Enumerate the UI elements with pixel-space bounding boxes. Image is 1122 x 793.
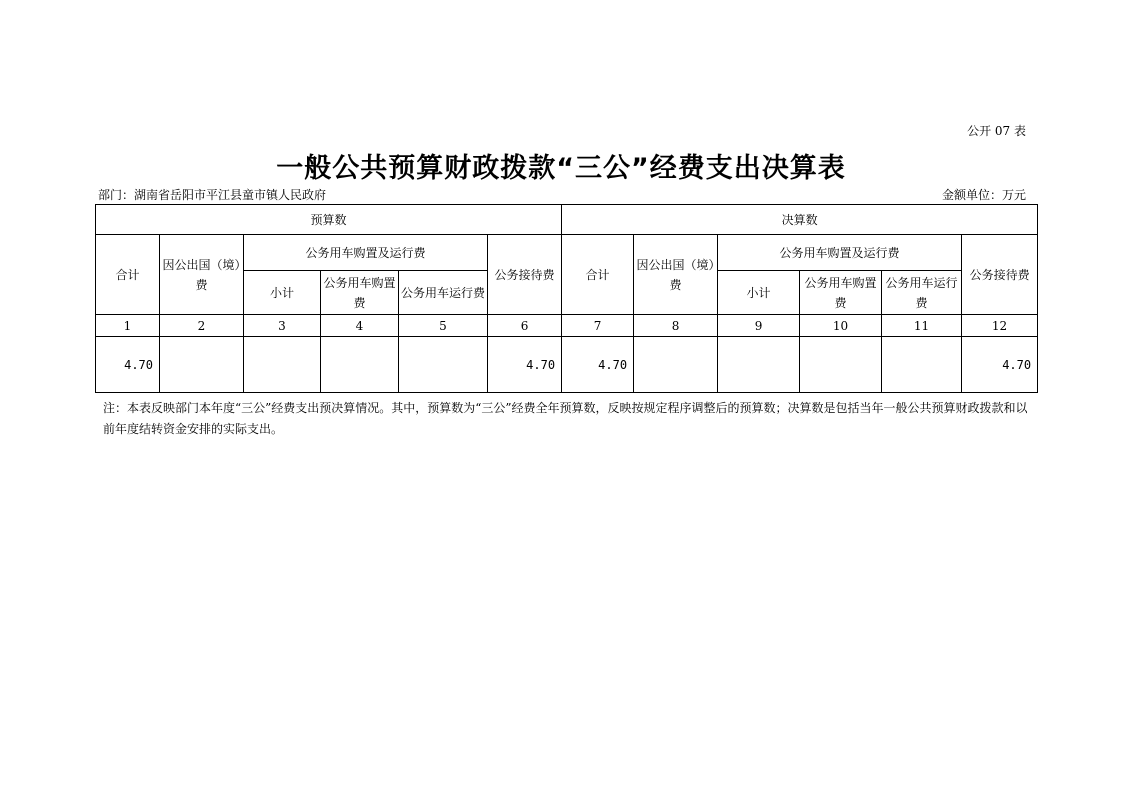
index-cell: 5 [399,315,488,337]
three-public-expenses-table [95,204,1038,393]
value-cell [321,337,399,393]
budget-header: 预算数 [96,205,562,235]
budget-subtotal-header: 小计 [244,271,321,315]
value-cell [718,337,800,393]
budget-vehicle-group-header: 公务用车购置及运行费 [244,235,488,271]
final-reception-header: 公务接待费 [962,235,1038,315]
final-subtotal-header: 小计 [718,271,800,315]
value-cell: 4.70 [962,337,1038,393]
budget-vehicle-operate-header: 公务用车运行费 [399,271,488,315]
value-cell [244,337,321,393]
final-vehicle-operate-header: 公务用车运行费 [882,271,962,315]
budget-total-header: 合计 [96,235,160,315]
value-cell [634,337,718,393]
index-cell: 11 [882,315,962,337]
index-cell: 3 [244,315,321,337]
index-cell: 7 [562,315,634,337]
form-number: 公开 07 表 [967,124,1026,138]
final-total-header: 合计 [562,235,634,315]
index-cell: 12 [962,315,1038,337]
index-cell: 4 [321,315,399,337]
department-label: 部门：湖南省岳阳市平江县童市镇人民政府 [98,188,327,202]
index-cell: 9 [718,315,800,337]
value-cell: 4.70 [96,337,160,393]
value-cell [399,337,488,393]
value-cell [800,337,882,393]
value-cell [160,337,244,393]
value-cell [882,337,962,393]
final-header: 决算数 [562,205,1038,235]
page-title: 一般公共预算财政拨款“三公”经费支出决算表 [276,153,846,184]
index-cell: 1 [96,315,160,337]
budget-reception-header: 公务接待费 [488,235,562,315]
amount-unit-label: 金额单位：万元 [941,188,1026,202]
index-cell: 8 [634,315,718,337]
index-cell: 2 [160,315,244,337]
budget-abroad-header: 因公出国（境）费 [160,235,244,315]
value-cell: 4.70 [562,337,634,393]
budget-vehicle-purchase-header: 公务用车购置费 [321,271,399,315]
value-cell: 4.70 [488,337,562,393]
table-note: 注：本表反映部门本年度“三公”经费支出预决算情况。其中，预算数为“三公”经费全年预算数，反映按规定程序调整后的预算数；决算数是包括当年一般公共预算财政拨款和以前年度结转资金安排的实际支出。 [103,401,1028,436]
index-cell: 6 [488,315,562,337]
final-vehicle-purchase-header: 公务用车购置费 [800,271,882,315]
index-cell: 10 [800,315,882,337]
final-vehicle-group-header: 公务用车购置及运行费 [718,235,962,271]
final-abroad-header: 因公出国（境）费 [634,235,718,315]
